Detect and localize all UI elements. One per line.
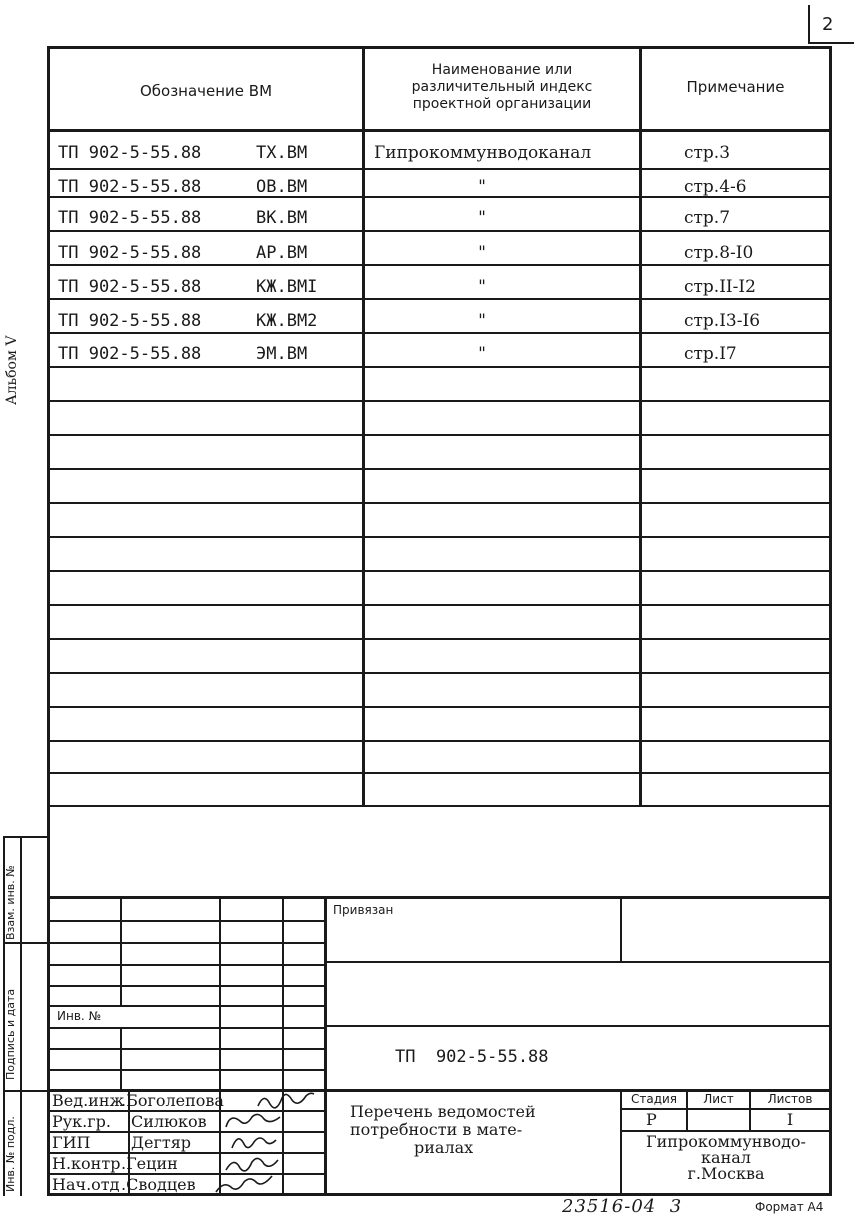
signatory-role: Рук.гр.	[52, 1112, 111, 1131]
signatory-role: Вед.инж	[52, 1091, 125, 1110]
row-code: ТП 902-5-55.88	[58, 277, 202, 297]
document-code: ТП 902-5-55.88	[395, 1047, 549, 1067]
sheets-value: I	[786, 1110, 794, 1129]
signature-scribble	[226, 1114, 280, 1127]
signatory-name: .Боголепова	[121, 1091, 224, 1110]
side-label-vzam: Взам. инв. №	[4, 865, 17, 940]
signatory-name: .Гецин	[121, 1154, 178, 1173]
row-suffix: КЖ.ВМ2	[256, 311, 318, 331]
row-note: стр.8-I0	[684, 243, 754, 263]
row-note: стр.I7	[684, 344, 737, 364]
row-note: стр.II-I2	[684, 277, 756, 297]
document-title: Перечень ведомостей потребности в мате- риалах	[350, 1102, 536, 1157]
header-designation: Обозначение ВМ	[139, 82, 273, 100]
album-label: Альбом V	[4, 335, 20, 405]
row-org: "	[478, 177, 486, 197]
row-suffix: ЭМ.ВМ	[256, 344, 308, 364]
row-code: ТП 902-5-55.88	[58, 177, 202, 197]
row-suffix: ТХ.ВМ	[256, 143, 308, 163]
header-name: Наименование или различительный индекс проектной организации	[411, 62, 593, 112]
organization: Гипрокоммунводо- канал г.Москва	[646, 1132, 806, 1183]
signatory-name: Силюков	[131, 1112, 207, 1131]
signatory-role: ГИП	[52, 1133, 91, 1152]
row-code: ТП 902-5-55.88	[58, 143, 202, 163]
row-org: "	[478, 344, 486, 364]
row-org: "	[478, 243, 486, 263]
row-code: ТП 902-5-55.88	[58, 344, 202, 364]
signature-scribble	[258, 1093, 314, 1108]
signature-scribble	[226, 1158, 278, 1170]
row-note: стр.7	[684, 208, 731, 228]
row-note: стр.I3-I6	[684, 311, 761, 331]
side-label-inv-podl: Инв. № подл.	[4, 1116, 17, 1192]
row-code: ТП 902-5-55.88	[58, 311, 202, 331]
row-suffix: ОВ.ВМ	[256, 177, 308, 197]
format-label: Формат А4	[755, 1200, 824, 1214]
row-org: "	[478, 208, 486, 228]
side-label-podpis: Подпись и дата	[4, 988, 17, 1080]
row-org: "	[478, 277, 486, 297]
inv-no-label: Инв. №	[57, 1009, 102, 1023]
row-org: Гипрокоммунводоканал	[374, 143, 592, 163]
row-code: ТП 902-5-55.88	[58, 243, 202, 263]
page-number: 2	[822, 14, 834, 35]
row-suffix: КЖ.ВМI	[256, 277, 318, 297]
handwritten-number: 23516-04 3	[562, 1196, 683, 1217]
row-suffix: АР.ВМ	[256, 243, 308, 263]
signatory-name: Дегтяр	[131, 1133, 192, 1152]
signatory-name: .Сводцев	[121, 1175, 196, 1194]
row-org: "	[478, 311, 486, 331]
row-note: стр.4-6	[684, 177, 747, 197]
signatory-role: Нач.отд	[52, 1175, 120, 1194]
signature-scribble	[232, 1138, 276, 1148]
sheets-label: Листов	[767, 1092, 813, 1106]
sheet-label: Лист	[703, 1092, 734, 1106]
row-suffix: ВК.ВМ	[256, 208, 308, 228]
signatory-role: Н.контр	[52, 1154, 121, 1173]
header-note: Примечание	[686, 78, 785, 96]
row-note: стр.3	[684, 143, 731, 163]
privyazan-label: Привязан	[333, 903, 394, 917]
stage-value: Р	[646, 1110, 657, 1129]
signature-scribble	[216, 1176, 272, 1192]
row-code: ТП 902-5-55.88	[58, 208, 202, 228]
stage-label: Стадия	[630, 1092, 678, 1106]
